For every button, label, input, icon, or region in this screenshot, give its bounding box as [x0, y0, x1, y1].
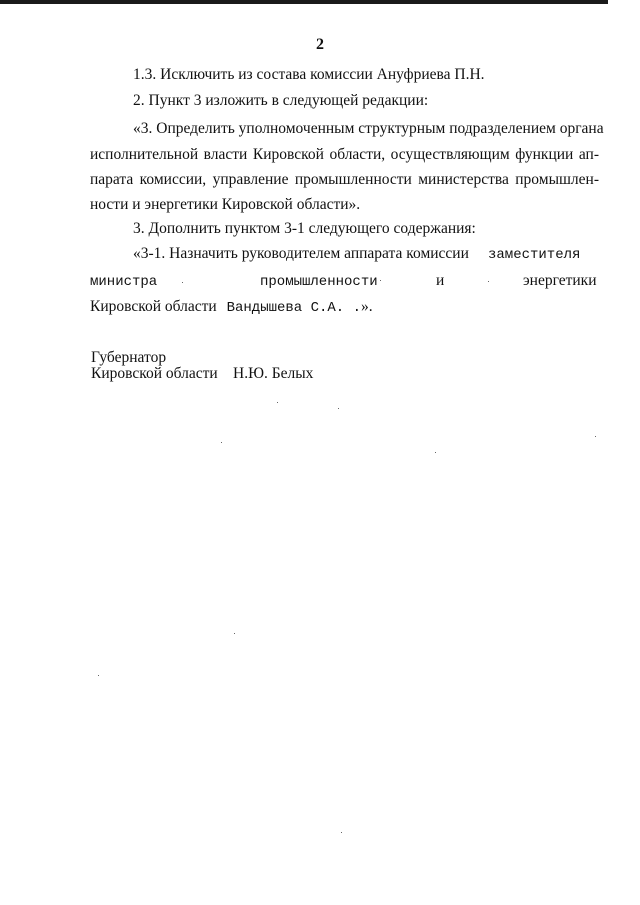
top-edge-bar	[0, 0, 608, 4]
paragraph-3-1-start: «3-1. Назначить руководителем аппарата комиссии	[133, 245, 469, 262]
typed-insert-deputy: заместителя	[488, 247, 581, 263]
word-energy: энергетики	[523, 272, 597, 289]
scan-speck	[98, 675, 99, 676]
typed-insert-minister: министра	[90, 274, 158, 290]
scan-speck	[338, 408, 339, 409]
scan-speck	[488, 281, 489, 282]
paragraph-2: 2. Пункт 3 изложить в следующей редакции:	[133, 92, 429, 109]
page-number: 2	[316, 36, 324, 53]
word-and: и	[436, 272, 445, 289]
scan-speck	[277, 402, 278, 403]
scan-speck	[380, 280, 381, 281]
paragraph-3-line-2: исполнительной власти Кировской области, осуществляющим функции ап-	[90, 146, 599, 163]
scan-speck	[234, 633, 235, 634]
typed-insert-name: Вандышева С.А. .	[226, 300, 362, 316]
scan-speck	[221, 442, 222, 443]
paragraph-3-line-1: «3. Определить уполномоченным структурным подразделением органа	[133, 120, 604, 137]
scan-speck	[182, 282, 183, 283]
scan-speck	[341, 832, 342, 833]
paragraph-3-1-line-3	[90, 298, 373, 317]
paragraph-3-line-3: парата комиссии, управление промышленности министерства промышлен-	[90, 171, 599, 188]
signature-title-line-1: Губернатор	[91, 349, 167, 366]
scan-speck	[595, 436, 596, 437]
scan-speck	[435, 452, 436, 453]
closing-quote: ».	[361, 298, 373, 315]
word-region: Кировской области	[90, 298, 217, 315]
signature-title-line-2: Кировской области	[91, 365, 218, 382]
typed-insert-industry: промышленности	[260, 274, 378, 290]
signature-name: Н.Ю. Белых	[233, 365, 314, 382]
paragraph-3-1-intro: 3. Дополнить пунктом 3-1 следующего содержания:	[133, 220, 476, 237]
paragraph-1-3: 1.3. Исключить из состава комиссии Ануфриева П.Н.	[133, 66, 485, 83]
paragraph-3-line-4: ности и энергетики Кировской области».	[90, 196, 361, 213]
